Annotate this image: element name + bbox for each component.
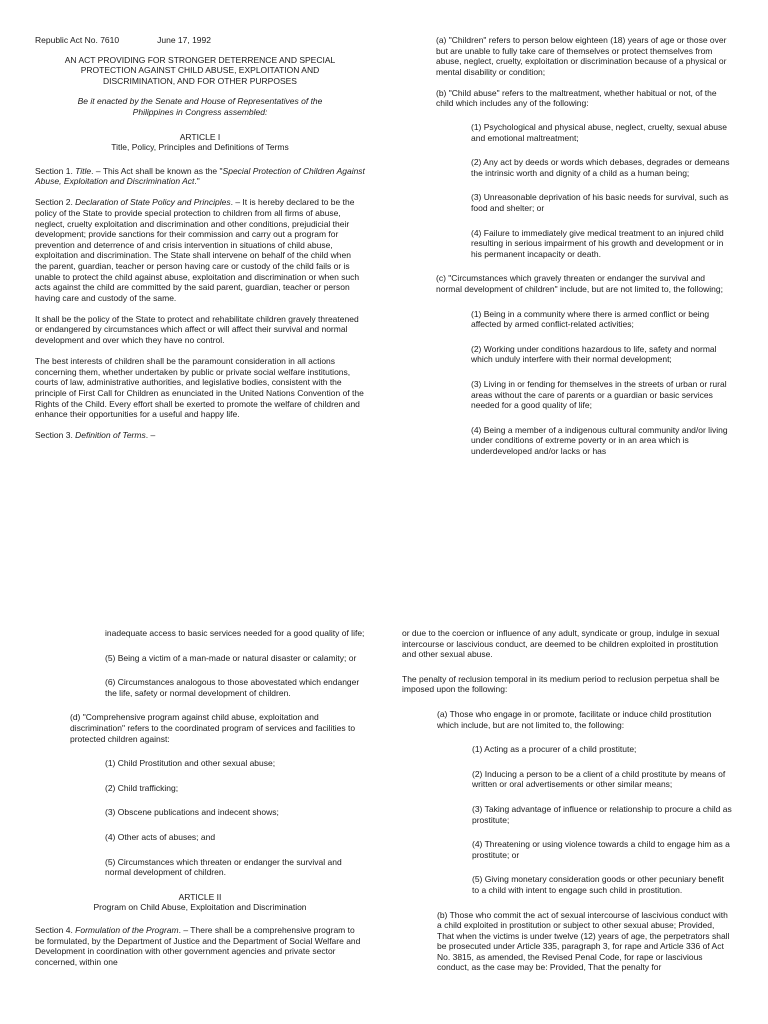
section-2 (35, 197, 365, 303)
offense-a-item: (4) Threatening or using violence towards a child to engage him as a prostitute; or (472, 839, 730, 860)
section-3-prefix: Section 3. (35, 430, 76, 441)
article-title: Program on Child Abuse, Exploitation and Discrimination (93, 902, 307, 913)
section-3-heading: Definition of Terms (75, 430, 146, 441)
section-1-short-title: Special Protection of Children Against Abuse, Exploitation and Discrimination Act (35, 165, 365, 187)
act-title (35, 55, 365, 87)
offense-a-item: (3) Taking advantage of influence or relationship to procure a child as prostitute; (472, 803, 732, 825)
section-2-prefix: Section 2. (35, 197, 76, 208)
act-title-line: PROTECTION AGAINST CHILD ABUSE, EXPLOITATION AND (80, 65, 320, 76)
definition-c-item: (6) Circumstances analogous to those abovestated which endanger the life, safety or normal development of children. (105, 677, 360, 698)
page1-left-column (35, 35, 365, 451)
definition-a: (a) "Children" refers to person below eighteen (18) years of age or those over but are unable to fully take care of themselves or protect themselves from abuse, neglect, cruelty, exploitation or discrimination because of a physical or mental disability or condition; (436, 35, 727, 77)
section-4-heading: Formulation of the Program (75, 924, 179, 935)
act-title-line: DISCRIMINATION, AND FOR OTHER PURPOSES (103, 75, 297, 86)
section-2-heading: Declaration of State Policy and Principles (75, 197, 231, 208)
definition-b-item: (2) Any act by deeds or words which debases, degrades or demeans the intrinsic worth and dignity of a child as a human being; (471, 157, 730, 178)
definition-d-item: (1) Child Prostitution and other sexual abuse; (105, 758, 276, 769)
section-4-text: . – There shall be a comprehensive program to be formulated, by the Department of Justice and the Department of Social Welfare and Development in coordination with other government agencies and private sector concerned, within one (35, 924, 361, 967)
definition-b-item: (4) Failure to immediately give medical treatment to an injured child resulting in serious impairment of his growth and development or in his permanent incapacity or death. (471, 227, 724, 259)
offense-b: (b) Those who commit the act of sexual intercourse of lascivious conduct with a child exploited in prostitution or subject to other sexual abuse; Provided, That when the victims is under twelve (12) years of age, the perpetrators shall be prosecuted under Article 335, paragraph 3, for rape and Article 336 of Act No. 3815, as amended, the Revised Penal Code, for rape or lascivious conduct, as the case may be: Provided, That the penalty for (437, 909, 730, 973)
section-1-heading: Title (75, 165, 92, 176)
offense-a-item: (2) Inducing a person to be a client of a child prostitute by means of written or oral advertisements or other similar means; (472, 768, 726, 790)
section-1-text: . – This Act shall be known as the " (91, 165, 223, 176)
enacting-clause (35, 96, 365, 117)
article-label: ARTICLE II (178, 891, 222, 902)
act-date: June 17, 1992 (157, 35, 211, 45)
act-title-line: AN ACT PROVIDING FOR STRONGER DETERRENCE AND SPECIAL (64, 54, 336, 65)
offense-a-item: (1) Acting as a procurer of a child prostitute; (472, 744, 637, 755)
definition-c-item: (3) Living in or fending for themselves in the streets of urban or rural areas without the care of parents or a guardian or basic services needed for a good quality of life; (471, 378, 727, 411)
section-4 (35, 925, 365, 967)
definition-d-item: (4) Other acts of abuses; and (105, 831, 216, 842)
section-4-prefix: Section 4. (35, 924, 76, 935)
penalty-paragraph: The penalty of reclusion temporal in its medium period to reclusion perpetua shall be imposed upon the following: (402, 673, 720, 695)
definition-c-item: (2) Working under conditions hazardous to life, safety and normal which unduly interfere with their normal development; (471, 343, 717, 365)
definition-d-item: (5) Circumstances which threaten or endanger the survival and normal development of children. (105, 856, 342, 878)
section-1-prefix: Section 1. (35, 165, 76, 176)
article-1-heading (35, 132, 365, 153)
page2-left-column (35, 628, 365, 978)
definition-c-item: (1) Being in a community where there is armed conflict or being affected by armed conflict-related activities; (471, 308, 710, 330)
definition-d-item: (2) Child trafficking; (105, 782, 179, 793)
definition-c: (c) "Circumstances which gravely threaten or endanger the survival and normal development of children" include, but are not limited to, the following; (436, 273, 723, 294)
act-number: Republic Act No. 7610 (35, 35, 120, 45)
page2-right-column (402, 628, 733, 984)
definition-b-item: (3) Unreasonable deprivation of his basic needs for survival, such as food and shelter; or (471, 192, 729, 214)
section-3 (35, 430, 365, 441)
best-interests-paragraph: The best interests of children shall be the paramount consideration in all actions concerning them, whether undertaken by public or private social welfare institutions, courts of law, administrative authorities, and legislative bodies, consistent with the principle of First Call for Children as enunciated in the United Nations Convention of the Rights of the Child. Every effort shall be exerted to promote the welfare of children and enhance their opportunities for a useful and happy life. (35, 356, 364, 420)
continued-item: inadequate access to basic services needed for a good quality of life; (105, 628, 365, 638)
continued-paragraph: or due to the coercion or influence of any adult, syndicate or group, indulge in sexual intercourse or lascivious conduct, are deemed to be children exploited in prostitution and other sexual abuse. (402, 628, 720, 660)
article-title: Title, Policy, Principles and Definitions of Terms (111, 142, 289, 153)
policy-paragraph: It shall be the policy of the State to protect and rehabilitate children gravely threatened or endangered by circumstances which affect or will affect their survival and normal development and over which they have no control. (35, 313, 359, 346)
definition-c-item: (5) Being a victim of a man-made or natural disaster or calamity; or (105, 652, 357, 663)
section-2-text: . – It is hereby declared to be the policy of the State to provide special protection to children from all firms of abuse, neglect, cruelty exploitation and discrimination and other conditions, prejudicial their development; provide sanctions for their commission and carry out a program for prevention and deterrence of and crisis intervention in situations of child abuse, exploitation and discrimination. The State shall intervene on behalf of the child when the parent, guardian, teacher or person having care or custody of the child fails or is unable to protect the child against abuse, exploitation and discrimination or when such acts against the child are committed by the said parent, guardian, teacher or person having care and custody of the same. (35, 197, 360, 303)
definition-c-item: (4) Being a member of a indigenous cultural community and/or living under conditions of extreme poverty or in an area which is underdeveloped and/or lacks or has (471, 424, 728, 456)
section-1 (35, 166, 365, 187)
article-label: ARTICLE I (179, 131, 221, 142)
section-3-text: . – (145, 430, 156, 441)
act-header (35, 35, 365, 46)
enacting-line: Be it enacted by the Senate and House of Representatives of the (77, 96, 323, 107)
offense-a: (a) Those who engage in or promote, facilitate or induce child prostitution which include, but are not limited to, the following: (437, 708, 712, 730)
page1-right-column (436, 35, 733, 467)
definition-b-item: (1) Psychological and physical abuse, neglect, cruelty, sexual abuse and emotional maltreatment; (471, 122, 727, 143)
offense-a-item: (5) Giving monetary consideration goods or other pecuniary benefit to a child with intent to engage such child in prostitution. (472, 874, 724, 895)
definition-b: (b) "Child abuse" refers to the maltreatment, whether habitual or not, of the child which includes any of the following: (436, 87, 717, 109)
definition-d-item: (3) Obscene publications and indecent shows; (105, 807, 279, 818)
enacting-line: Philippines in Congress assembled: (132, 106, 268, 117)
section-1-text-end: ." (194, 176, 200, 187)
definition-d: (d) "Comprehensive program against child abuse, exploitation and discrimination" refers to the coordinated program of services and facilities to protected children against: (70, 712, 356, 744)
article-2-heading (35, 892, 365, 913)
